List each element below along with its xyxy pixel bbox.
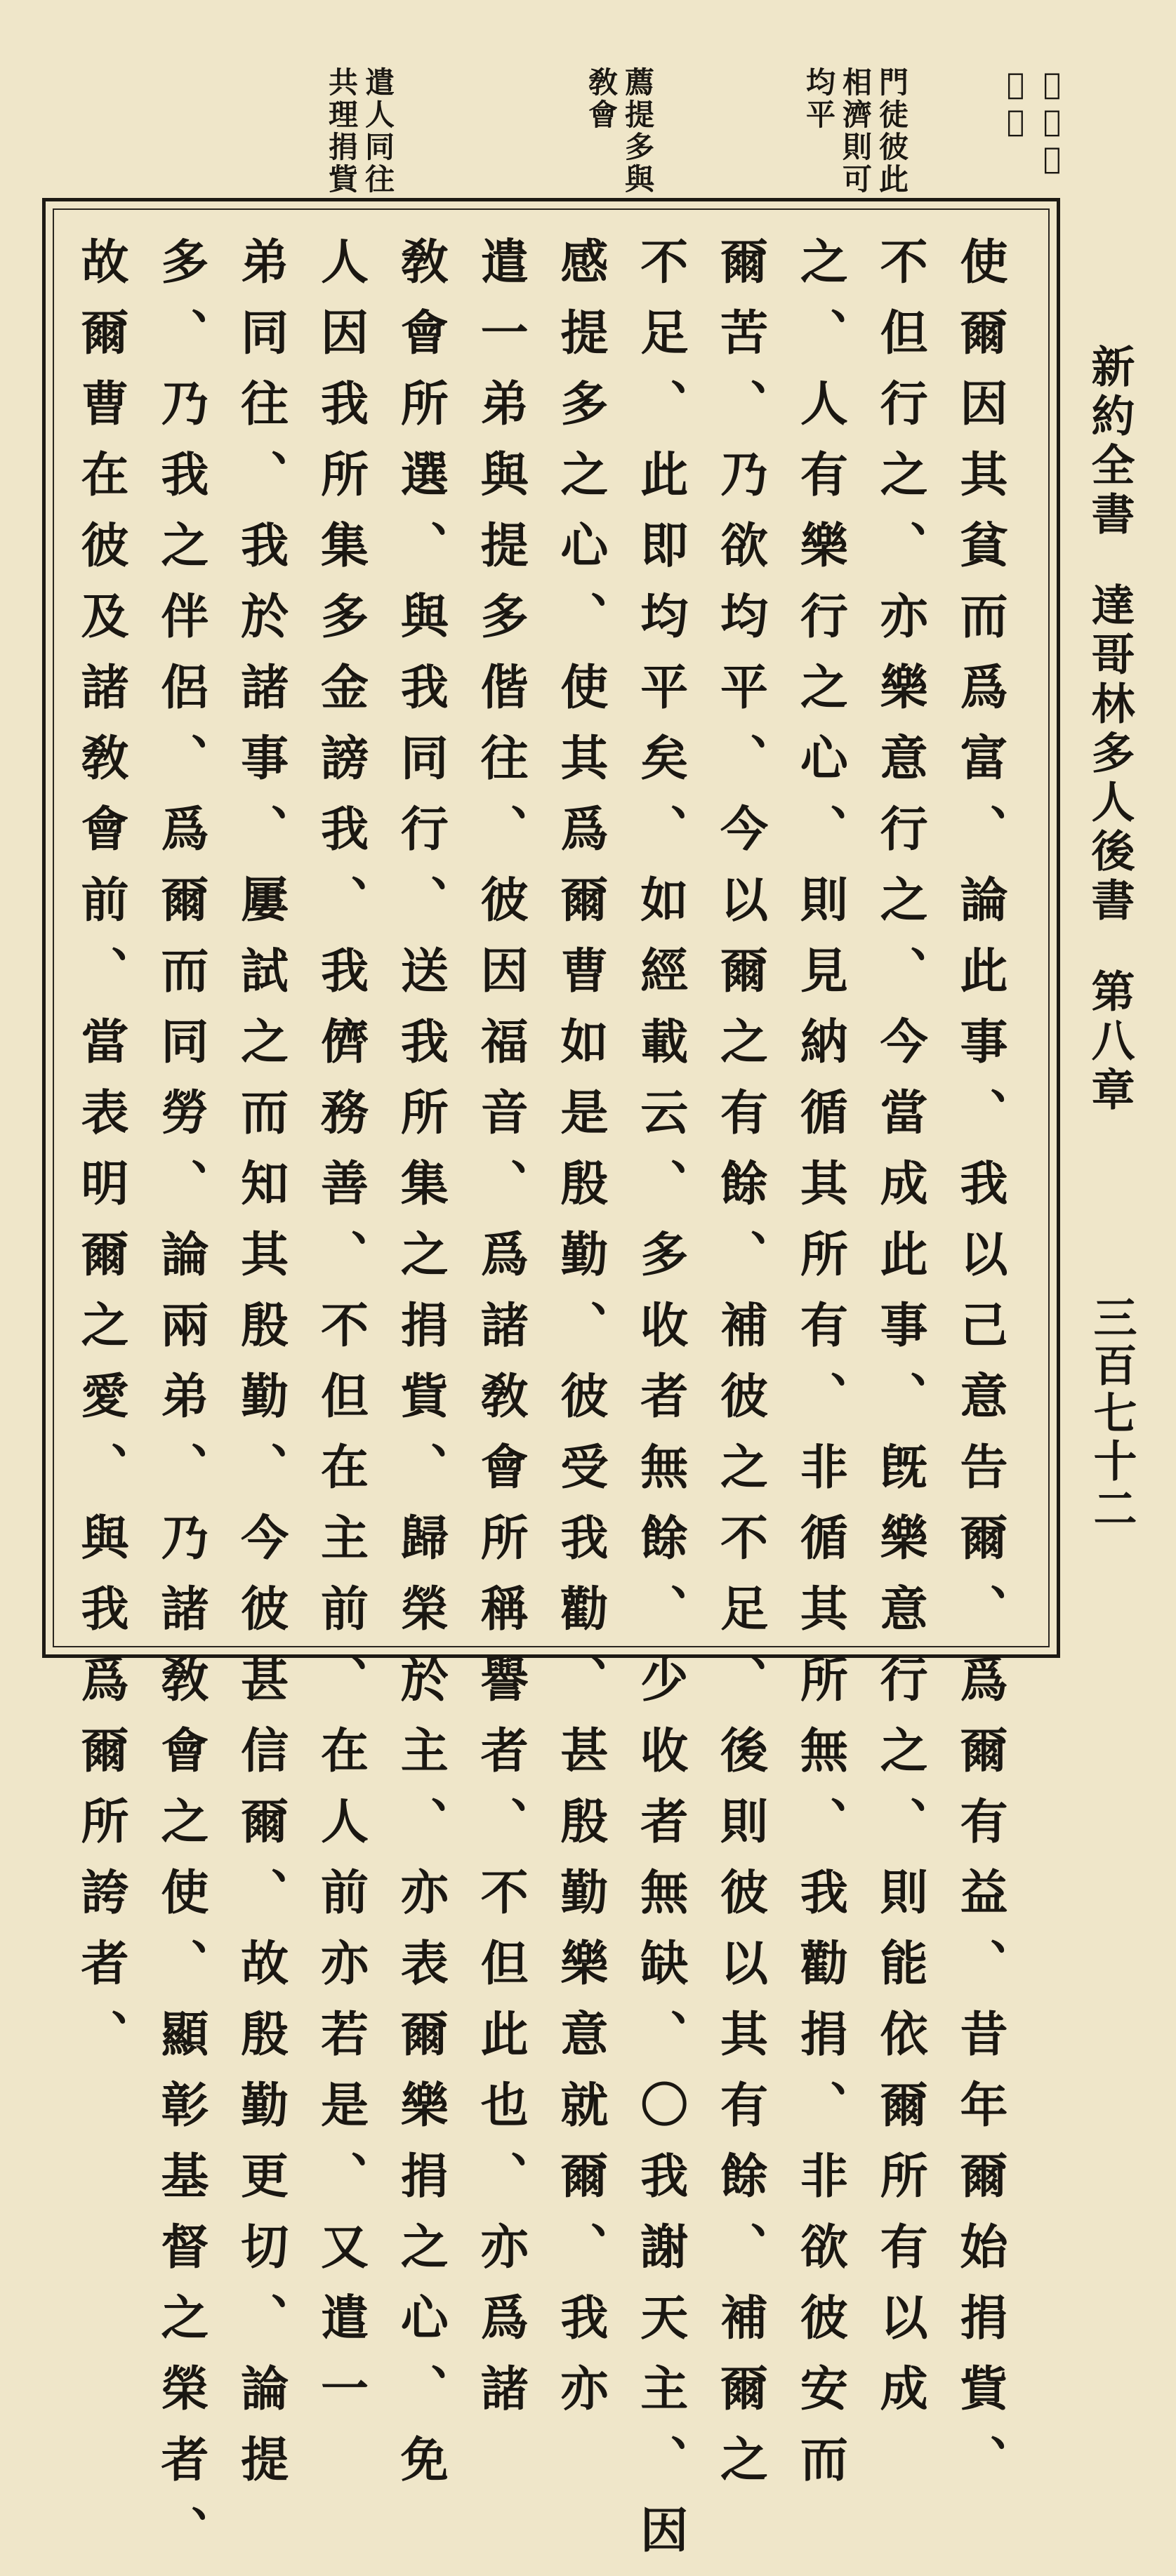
text-column: 爾苦、乃欲均平、今以爾之有餘、補彼之不足、後則彼以其有餘、補爾之 <box>712 237 769 2505</box>
marginal-note: 𫜟捨富爲貧 <box>998 67 1069 178</box>
text-column: 遣一弟與提多偕往、彼因福音、爲諸敎會所稱譽者、不但此也、亦爲諸 <box>473 237 529 2434</box>
text-column: 敎會所選、與我同行、送我所集之捐貲、歸榮於主、亦表爾樂捐之心、免 <box>392 237 449 2505</box>
body-text <box>46 237 1036 2576</box>
chapter-title: 達哥林多人後書 <box>1084 583 1135 927</box>
running-header <box>1085 344 1134 1116</box>
text-column: 之、人有樂行之心、則見納循其所有、非循其所無、我勸捐、非欲彼安而 <box>792 237 849 2505</box>
text-column: 人因我所集多金謗我、我儕務善、不但在主前、在人前亦若是、又遣一 <box>312 237 369 2434</box>
text-column: 故爾曹在彼及諸敎會前、當表明爾之愛、與我爲爾所誇者、 <box>73 237 129 2080</box>
text-column: 多、乃我之伴侶、爲爾而同勞、論兩弟、乃諸敎會之使、顯彰基督之榮者、 <box>152 237 209 2576</box>
marginal-note: 門徒彼此相濟則可均平 <box>802 67 909 196</box>
marginal-note: 遣人同往共理捐貲 <box>324 67 395 196</box>
marginal-notes <box>295 67 1074 207</box>
text-frame <box>42 198 1060 2576</box>
text-column: 不足、此即均平矣、如經載云、多收者無餘、少收者無缺、〇我謝天主、因 <box>632 237 689 2576</box>
page-number: 三百七十二 <box>1086 1295 1137 1534</box>
marginal-note: 薦提多與敎會 <box>584 67 655 196</box>
text-column: 使爾因其貧而爲富、論此事、我以己意告爾、爲爾有益、昔年爾始捐貲、 <box>951 237 1008 2505</box>
text-column: 不但行之、亦樂意行之、今當成此事、旣樂意行之、則能依爾所有以成 <box>872 237 929 2434</box>
chapter-label: 第八章 <box>1084 969 1135 1116</box>
text-column: 弟同往、我於諸事、屢試之而知其殷勤、今彼甚信爾、故殷勤更切、論提 <box>232 237 289 2505</box>
text-column: 感提多之心、使其爲爾曹如是殷勤、彼受我勸、甚殷勤樂意就爾、我亦 <box>552 237 609 2434</box>
book-title: 新約全書 <box>1084 344 1135 540</box>
